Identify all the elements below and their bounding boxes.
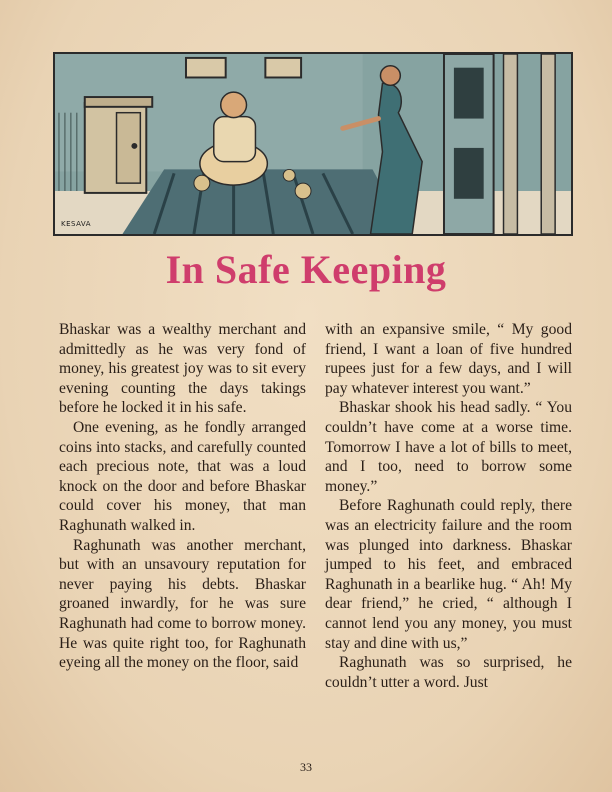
paragraph: Before Raghunath could reply, there was an electricity failure and the room was plunged into darkness. Bhaskar jumped to his feet, and embraced Raghunath in a bearlike hug. “ Ah! My dear friend,” he cried, “ although I cannot lend you any money, you must stay and dine with us,” (325, 497, 572, 652)
paragraph: Raghunath was so surprised, he couldn’t utter a word. Just (325, 654, 572, 691)
story-title: In Safe Keeping (165, 247, 447, 292)
paragraph: One evening, as he fondly arranged coins into stacks, and carefully counted each precious note, that was a loud knock on the door and before Bhaskar could cover his money, that man Raghunath walked in. (59, 418, 306, 534)
page-number: 33 (300, 760, 312, 774)
right-column (325, 320, 572, 692)
scene-drawing (55, 54, 571, 234)
story-illustration (53, 52, 573, 236)
artist-signature: KESAVA (61, 220, 92, 228)
paragraph: Bhaskar shook his head sadly. “ You couldn’t have come at a worse time. Tomorrow I have a lot of bills to meet, and I too, need to borrow some money.” (325, 399, 572, 495)
paragraph: Bhaskar was a wealthy merchant and admittedly as he was very fond of money, his greatest joy was to sit every evening counting the days takings before he locked it in his safe. (59, 321, 306, 417)
left-column (59, 320, 306, 673)
paragraph: Raghunath was another merchant, but with an unsavoury reputation for never paying his debts. Bhaskar groaned inwardly, for he was sure Raghunath had come to borrow money. He was quite right too, for Raghunath eyeing all the money on the floor, said (59, 536, 306, 672)
paragraph: with an expansive smile, “ My good friend, I want a loan of five hundred rupees just for a few days, and I will pay whatever interest you want.” (325, 321, 572, 397)
